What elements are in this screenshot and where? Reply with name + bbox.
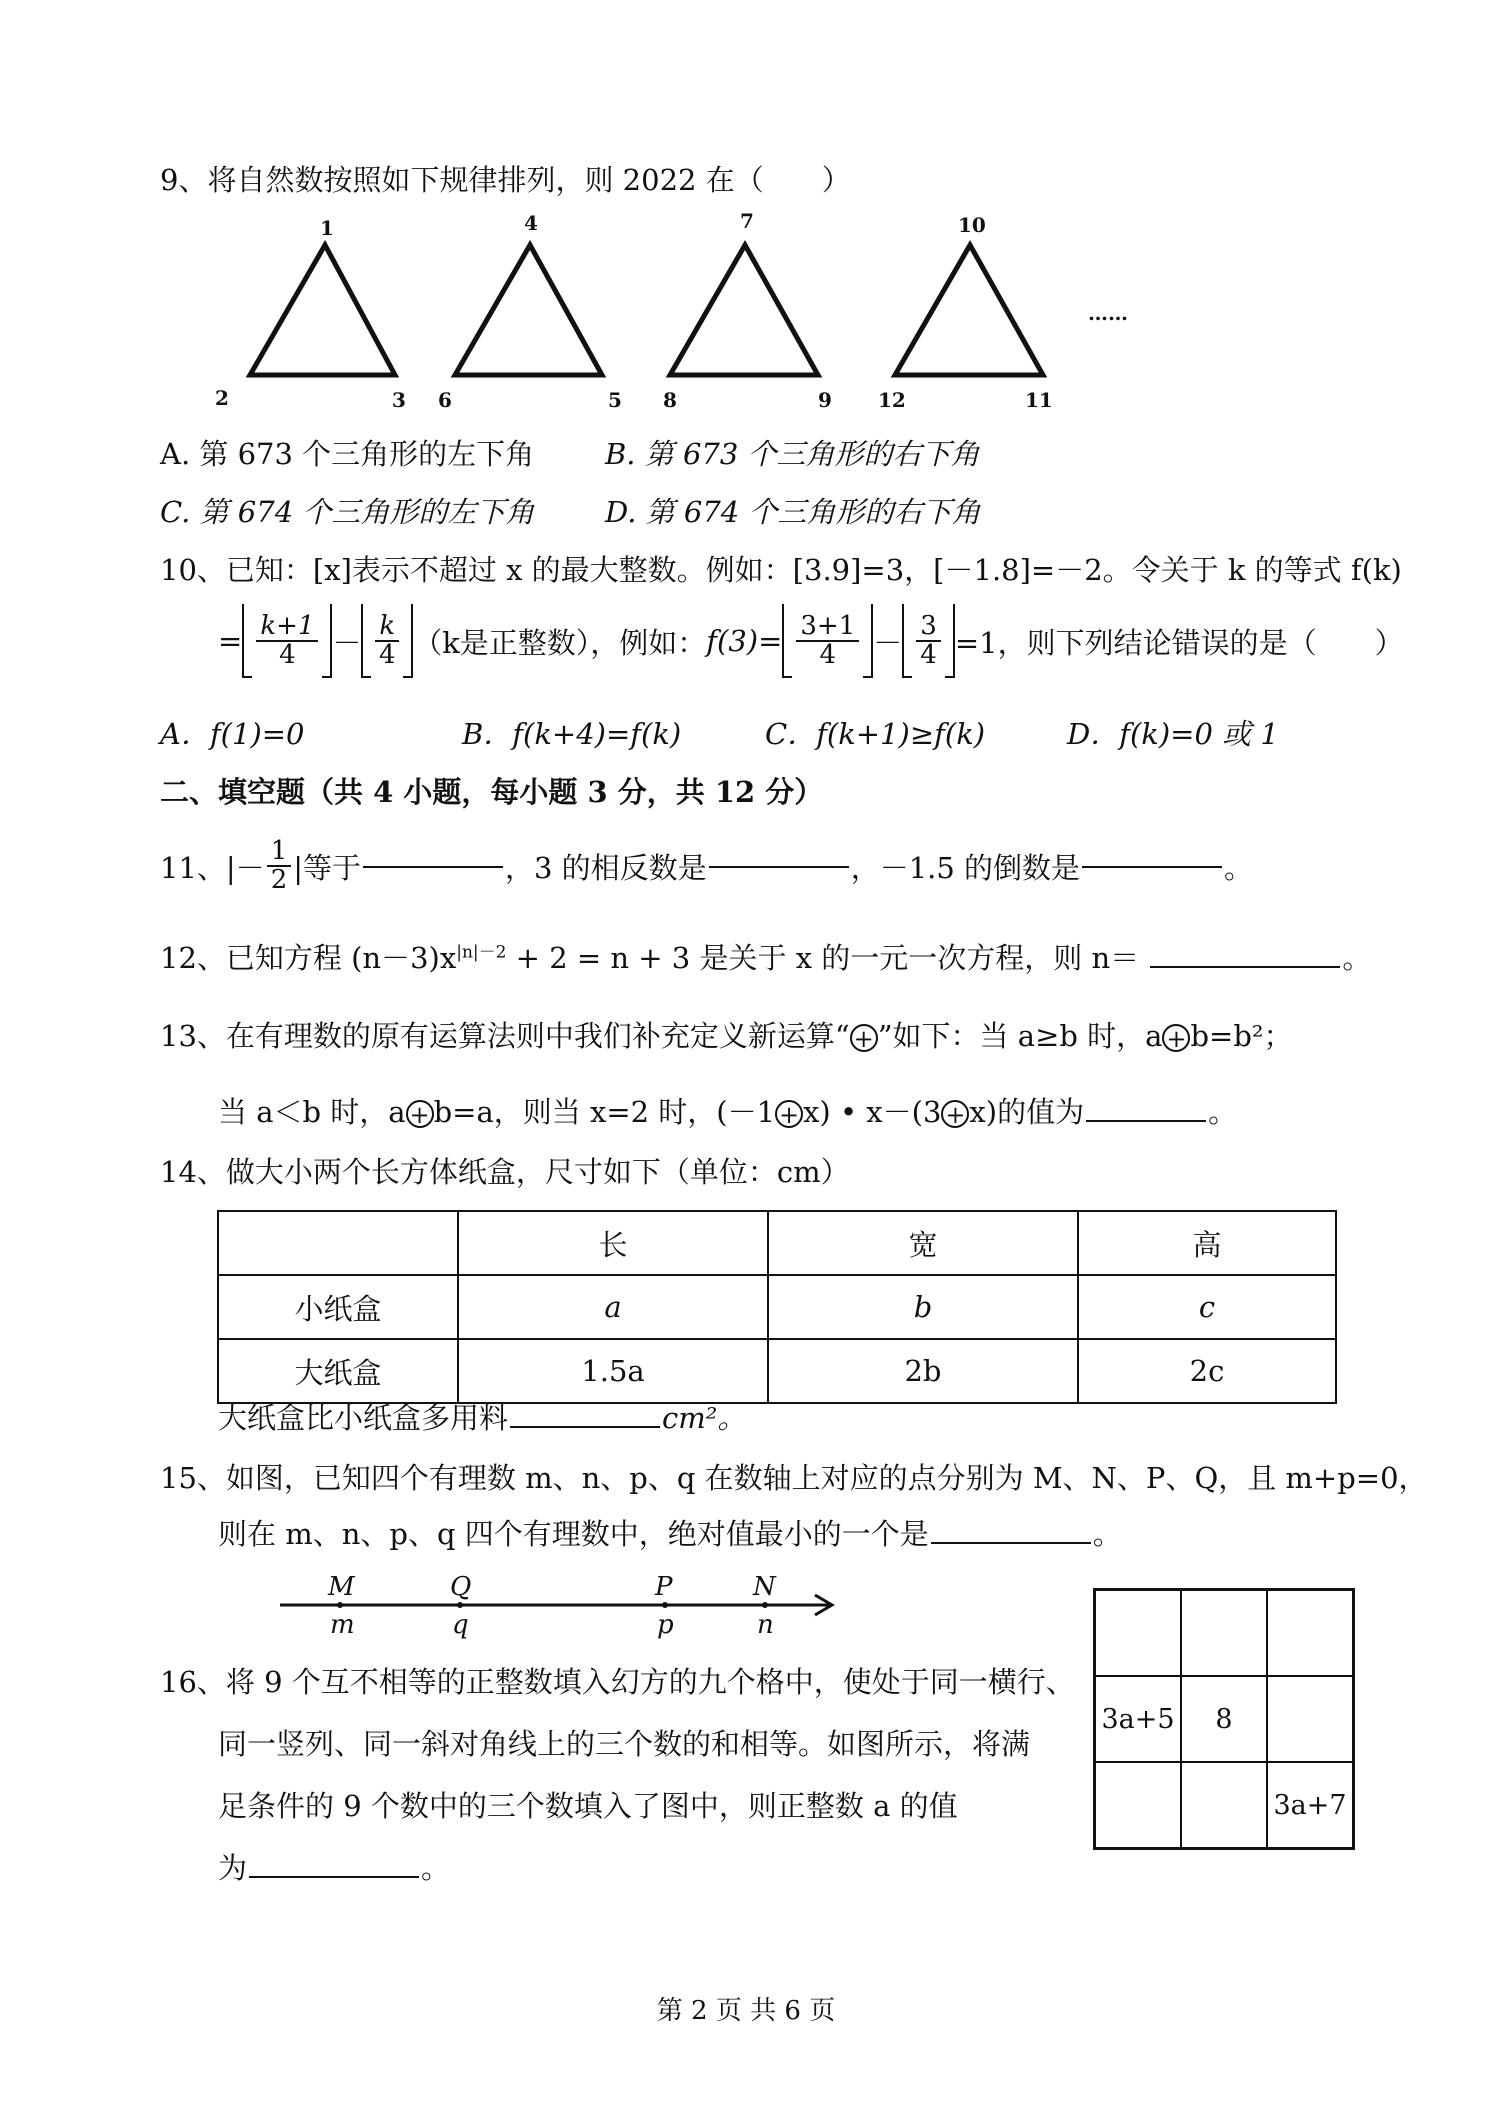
q15-blank[interactable] [931, 1541, 1091, 1544]
q12-text2: + 2 = n + 3 是关于 x 的一元一次方程，则 n＝ [506, 941, 1140, 975]
point-upper-Q: Q [450, 1572, 472, 1602]
tri2-top: 4 [524, 211, 538, 235]
q13-l2a: 当 a＜b 时，a [218, 1095, 406, 1129]
q9-option-d: D. 第 674 个三角形的右下角 [605, 495, 981, 529]
table-header-cell: 宽 [768, 1211, 1078, 1275]
tri3-right: 9 [818, 388, 832, 412]
tri2-right: 5 [608, 388, 622, 412]
q16-line-4 [218, 1846, 450, 1887]
q9-option-a: A. 第 673 个三角形的左下角 [160, 437, 535, 471]
triangle-1 [250, 245, 395, 375]
number-line [270, 1565, 850, 1645]
q13-l2d: x)的值为 [969, 1095, 1085, 1129]
q10-tail: =1，则下列结论错误的是（ ） [954, 625, 1404, 660]
table-cell: a [458, 1275, 768, 1339]
q10-stem: 10、已知：[x]表示不超过 x 的最大整数。例如：[3.9]=3，[－1.8]=－2。令关于 k 的等式 f(k) [160, 553, 1402, 587]
q10-note: （k是正整数），例如： [413, 625, 707, 660]
q13-l1c: b=b²； [1190, 1019, 1293, 1053]
q10-option-c: C．f(k+1)≥f(k) [765, 717, 986, 751]
q14-after-text: 大纸盒比小纸盒多用料 [218, 1401, 509, 1435]
table-cell: 大纸盒 [218, 1339, 458, 1403]
q12-exponent: |n|－2 [456, 942, 507, 963]
point-lower-q: q [452, 1610, 469, 1640]
q11-line [160, 838, 1253, 895]
floor-bracket [242, 604, 332, 678]
q13-end: 。 [1208, 1095, 1238, 1129]
q9-triangle-figure [210, 210, 1210, 420]
floor-bracket [902, 604, 955, 678]
oplus-symbol: + [775, 1100, 803, 1128]
point-upper-M: M [328, 1572, 355, 1602]
oplus-symbol: + [850, 1024, 878, 1052]
tri3-left: 8 [663, 388, 677, 412]
oplus-symbol: + [941, 1100, 969, 1128]
tri2-left: 6 [438, 388, 452, 412]
q15-end: 。 [1092, 1517, 1122, 1551]
oplus-symbol: + [406, 1100, 434, 1128]
q12-end: 。 [1342, 941, 1372, 975]
q11-prefix: 11、|－ [160, 850, 265, 885]
q16-line-2: 同一竖列、同一斜对角线上的三个数的和相等。如图所示，将满 [218, 1727, 1031, 1761]
q11-frac-den: 2 [270, 865, 288, 896]
magic-cell [1267, 1590, 1353, 1676]
q16-end: 。 [421, 1851, 451, 1885]
box-size-table [217, 1210, 1337, 1404]
frac3-den: 4 [819, 640, 837, 670]
q10-option-d: D．f(k)=0 或 1 [1067, 717, 1279, 751]
ellipsis: …… [1088, 301, 1128, 325]
table-cell: 2b [768, 1339, 1078, 1403]
tri1-left: 2 [215, 386, 229, 410]
q11-blank-3[interactable] [1082, 865, 1222, 868]
q10-option-b: B．f(k+4)=f(k) [462, 717, 682, 751]
q15-line-1: 15、如图，已知四个有理数 m、n、p、q 在数轴上对应的点分别为 M、N、P、Q，且 m+p=0， [160, 1461, 1428, 1495]
frac4-num: 3 [916, 613, 941, 642]
table-cell: b [768, 1275, 1078, 1339]
q9-option-c: C. 第 674 个三角形的左下角 [160, 495, 535, 529]
frac1-den: 4 [279, 640, 296, 670]
q13-line-2 [218, 1090, 1237, 1131]
q13-line-1 [160, 1014, 1293, 1055]
q10-option-a: A．f(1)=0 [160, 717, 305, 751]
floor-bracket [782, 604, 873, 678]
magic-square [1093, 1588, 1355, 1850]
q11-blank-2[interactable] [709, 865, 849, 868]
q12-line [160, 936, 1371, 977]
frac1-num: k+1 [256, 613, 318, 642]
q13-l2b: b=a，则当 x=2 时，(－1 [433, 1095, 776, 1129]
triangle-3 [670, 245, 818, 375]
q9-option-b: B. 第 673 个三角形的右下角 [605, 437, 980, 471]
q16-line-4-text: 为 [218, 1851, 248, 1885]
q13-l1b: ”如下：当 a≥b 时，a [877, 1019, 1163, 1053]
q10-minus-1: － [332, 625, 362, 660]
table-cell: 小纸盒 [218, 1275, 458, 1339]
table-cell: 2c [1078, 1339, 1336, 1403]
q11-blank-1[interactable] [363, 865, 503, 868]
q14-stem: 14、做大小两个长方体纸盒，尺寸如下（单位：cm） [160, 1155, 850, 1189]
q16-line-3: 足条件的 9 个数中的三个数填入了图中，则正整数 a 的值 [218, 1789, 958, 1823]
q16-blank[interactable] [249, 1875, 419, 1878]
point-lower-n: n [757, 1610, 774, 1640]
point-upper-N: N [753, 1572, 776, 1602]
table-row [218, 1339, 1336, 1403]
q10-formula [218, 604, 1404, 678]
tri4-left: 12 [878, 388, 906, 412]
magic-cell: 3a+5 [1095, 1676, 1181, 1762]
point-lower-p: p [657, 1610, 674, 1640]
q9-stem: 9、将自然数按照如下规律排列，则 2022 在（ ） [160, 163, 851, 197]
q12-blank[interactable] [1150, 965, 1340, 968]
table-header-cell: 高 [1078, 1211, 1336, 1275]
table-header-row [218, 1211, 1336, 1275]
tri1-right: 3 [392, 388, 406, 412]
q10-example-lhs: f(3)= [706, 624, 783, 658]
tri3-top: 7 [740, 210, 754, 233]
q11-end: 。 [1224, 850, 1254, 885]
table-header-cell: 长 [458, 1211, 768, 1275]
q13-blank[interactable] [1086, 1119, 1206, 1122]
frac2-num: k [375, 613, 399, 642]
tri4-top: 10 [958, 213, 986, 237]
q15-line-2-text: 则在 m、n、p、q 四个有理数中，绝对值最小的一个是 [218, 1517, 929, 1551]
frac4-den: 4 [920, 640, 937, 670]
frac3-num: 3+1 [796, 613, 859, 642]
q13-l1a: 13、在有理数的原有运算法则中我们补充定义新运算“ [160, 1019, 850, 1053]
page-footer: 第 2 页 共 6 页 [656, 1996, 836, 2026]
point-lower-m: m [330, 1610, 355, 1640]
table-cell: c [1078, 1275, 1336, 1339]
q16-line-1: 16、将 9 个互不相等的正整数填入幻方的九个格中，使处于同一横行、 [160, 1665, 1075, 1699]
tri1-top: 1 [320, 216, 334, 240]
floor-bracket [361, 604, 413, 678]
q11-p1: |等于 [293, 850, 362, 885]
triangle-4 [895, 245, 1043, 375]
q11-p3: ，－1.5 的倒数是 [850, 850, 1081, 885]
frac2-den: 4 [379, 640, 396, 670]
point-upper-P: P [655, 1572, 673, 1602]
magic-cell [1095, 1762, 1181, 1848]
magic-cell: 8 [1181, 1676, 1267, 1762]
q14-unit: cm²。 [662, 1401, 747, 1435]
magic-cell [1267, 1676, 1353, 1762]
magic-cell: 3a+7 [1267, 1762, 1353, 1848]
tri4-right: 11 [1025, 388, 1053, 412]
q15-line-2 [218, 1512, 1122, 1553]
triangle-2 [455, 245, 602, 375]
q10-eq-prefix: = [218, 624, 243, 658]
q14-after [218, 1396, 746, 1437]
oplus-symbol: + [1162, 1024, 1190, 1052]
magic-cell [1181, 1590, 1267, 1676]
magic-cell [1181, 1762, 1267, 1848]
q11-p2: ，3 的相反数是 [505, 850, 707, 885]
magic-cell [1095, 1590, 1181, 1676]
section-2-heading: 二、填空题（共 4 小题，每小题 3 分，共 12 分） [160, 775, 824, 809]
q12-text: 12、已知方程 (n－3)x [160, 941, 457, 975]
q13-l2c: x) • x－(3 [803, 1095, 942, 1129]
table-cell: 1.5a [458, 1339, 768, 1403]
table-row [218, 1275, 1336, 1339]
q14-blank[interactable] [510, 1425, 660, 1428]
q11-frac-num: 1 [267, 838, 292, 867]
q10-minus-2: － [873, 625, 903, 660]
table-header-cell [218, 1211, 458, 1275]
